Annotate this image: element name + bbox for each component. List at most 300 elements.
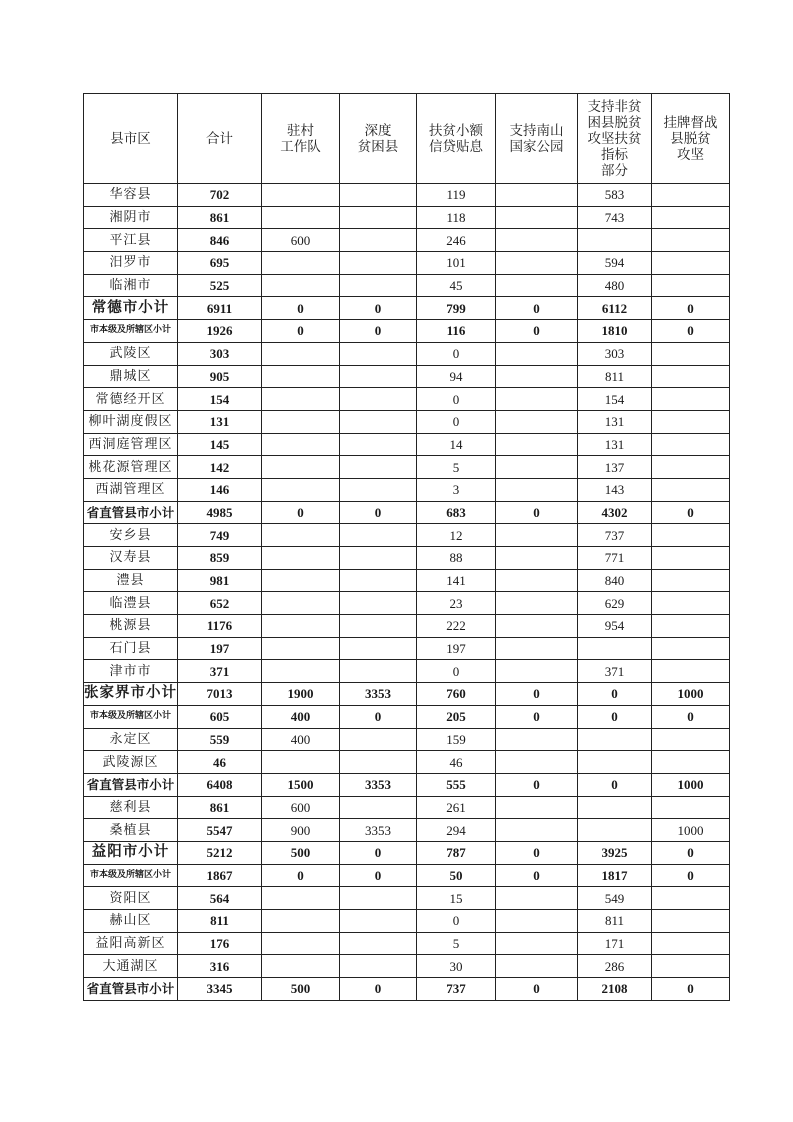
row-label: 益阳市小计 (84, 841, 178, 864)
table-cell: 3353 (340, 819, 417, 842)
table-cell: 811 (578, 365, 652, 388)
table-cell: 0 (496, 978, 578, 1001)
row-label: 鼎城区 (84, 365, 178, 388)
table-cell (652, 206, 730, 229)
table-cell (496, 615, 578, 638)
table-cell (652, 478, 730, 501)
table-cell: 605 (178, 705, 262, 728)
table-cell: 0 (496, 297, 578, 320)
table-cell (496, 388, 578, 411)
table-row (84, 206, 730, 229)
table-cell (262, 478, 340, 501)
table-cell: 594 (578, 252, 652, 275)
table-cell: 15 (417, 887, 496, 910)
row-label: 永定区 (84, 728, 178, 751)
table-cell (340, 660, 417, 683)
table-cell: 0 (417, 660, 496, 683)
funding-table (83, 93, 730, 1001)
row-label: 汉寿县 (84, 547, 178, 570)
table-cell (262, 751, 340, 774)
table-cell: 1817 (578, 864, 652, 887)
table-cell: 142 (178, 456, 262, 479)
table-cell: 737 (417, 978, 496, 1001)
table-cell (262, 410, 340, 433)
table-cell (652, 342, 730, 365)
table-cell (652, 410, 730, 433)
row-label: 张家界市小计 (84, 683, 178, 706)
table-cell (262, 615, 340, 638)
row-label: 平江县 (84, 229, 178, 252)
table-cell: 0 (262, 864, 340, 887)
table-body (84, 184, 730, 1001)
table-row (84, 932, 730, 955)
row-label: 赫山区 (84, 910, 178, 933)
table-cell (652, 932, 730, 955)
table-cell (578, 637, 652, 660)
table-cell: 559 (178, 728, 262, 751)
table-cell: 88 (417, 547, 496, 570)
table-cell: 0 (652, 864, 730, 887)
table-row (84, 660, 730, 683)
table-cell: 119 (417, 184, 496, 207)
table-cell: 154 (578, 388, 652, 411)
table-cell: 176 (178, 932, 262, 955)
table-cell: 50 (417, 864, 496, 887)
table-cell (578, 751, 652, 774)
table-cell: 0 (652, 978, 730, 1001)
table-cell: 0 (262, 320, 340, 343)
table-cell: 0 (340, 864, 417, 887)
table-cell: 0 (496, 501, 578, 524)
subtotal-row (84, 773, 730, 796)
table-cell: 5 (417, 932, 496, 955)
table-cell (340, 252, 417, 275)
table-cell: 846 (178, 229, 262, 252)
table-cell (340, 592, 417, 615)
table-cell (496, 592, 578, 615)
table-cell (262, 932, 340, 955)
table-cell: 131 (578, 410, 652, 433)
table-cell (262, 252, 340, 275)
table-cell (496, 637, 578, 660)
table-cell: 131 (178, 410, 262, 433)
table-cell: 743 (578, 206, 652, 229)
subtotal-row (84, 297, 730, 320)
row-label: 西洞庭管理区 (84, 433, 178, 456)
table-cell (262, 274, 340, 297)
table-cell (262, 524, 340, 547)
table-cell (262, 637, 340, 660)
table-cell (496, 433, 578, 456)
table-cell: 0 (652, 705, 730, 728)
table-cell: 45 (417, 274, 496, 297)
table-cell (652, 388, 730, 411)
table-cell: 749 (178, 524, 262, 547)
row-label: 汨罗市 (84, 252, 178, 275)
row-label: 市本级及所辖区小计 (84, 320, 178, 343)
table-row (84, 388, 730, 411)
table-cell: 549 (578, 887, 652, 910)
table-cell: 0 (496, 841, 578, 864)
row-label: 临湘市 (84, 274, 178, 297)
row-label: 津市市 (84, 660, 178, 683)
table-row (84, 478, 730, 501)
table-cell: 197 (417, 637, 496, 660)
table-cell: 787 (417, 841, 496, 864)
table-cell: 0 (340, 501, 417, 524)
table-cell: 101 (417, 252, 496, 275)
table-cell (496, 410, 578, 433)
table-cell: 1000 (652, 683, 730, 706)
table-cell: 600 (262, 229, 340, 252)
table-cell: 0 (417, 388, 496, 411)
table-cell: 760 (417, 683, 496, 706)
table-cell (496, 796, 578, 819)
table-cell (496, 524, 578, 547)
table-cell: 146 (178, 478, 262, 501)
subtotal-row (84, 683, 730, 706)
table-cell (652, 660, 730, 683)
table-cell (262, 569, 340, 592)
table-cell (340, 456, 417, 479)
row-label: 常德市小计 (84, 297, 178, 320)
table-cell: 137 (578, 456, 652, 479)
table-cell (340, 796, 417, 819)
row-label: 桃花源管理区 (84, 456, 178, 479)
table-cell: 131 (578, 433, 652, 456)
table-cell: 840 (578, 569, 652, 592)
table-cell: 652 (178, 592, 262, 615)
table-cell: 197 (178, 637, 262, 660)
table-cell: 702 (178, 184, 262, 207)
table-cell: 905 (178, 365, 262, 388)
table-cell (652, 955, 730, 978)
subtotal-row (84, 320, 730, 343)
table-cell (496, 229, 578, 252)
table-cell: 6112 (578, 297, 652, 320)
table-cell: 286 (578, 955, 652, 978)
table-cell (496, 751, 578, 774)
header-microcredit: 扶贫小额 信贷贴息 (417, 94, 496, 184)
table-cell: 981 (178, 569, 262, 592)
table-cell: 583 (578, 184, 652, 207)
table-cell: 246 (417, 229, 496, 252)
table-cell (262, 910, 340, 933)
table-cell (652, 796, 730, 819)
table-cell: 861 (178, 206, 262, 229)
table-cell (578, 819, 652, 842)
table-cell: 859 (178, 547, 262, 570)
table-cell (262, 456, 340, 479)
table-cell (652, 569, 730, 592)
table-cell: 303 (578, 342, 652, 365)
table-cell (340, 478, 417, 501)
row-label: 资阳区 (84, 887, 178, 910)
table-cell: 629 (578, 592, 652, 615)
table-cell: 5547 (178, 819, 262, 842)
header-county: 县市区 (84, 94, 178, 184)
row-label: 澧县 (84, 569, 178, 592)
table-cell (652, 184, 730, 207)
table-cell (340, 615, 417, 638)
row-label: 常德经开区 (84, 388, 178, 411)
table-cell (340, 569, 417, 592)
subtotal-row (84, 705, 730, 728)
row-label: 湘阴市 (84, 206, 178, 229)
table-cell (578, 229, 652, 252)
table-row (84, 524, 730, 547)
table-cell (496, 887, 578, 910)
table-row (84, 910, 730, 933)
table-cell (262, 955, 340, 978)
row-label: 桃源县 (84, 615, 178, 638)
table-cell: 1000 (652, 773, 730, 796)
table-cell (340, 184, 417, 207)
table-cell (496, 819, 578, 842)
row-label: 大通湖区 (84, 955, 178, 978)
table-cell (652, 456, 730, 479)
table-cell: 900 (262, 819, 340, 842)
table-row (84, 728, 730, 751)
table-row (84, 229, 730, 252)
table-cell: 0 (496, 705, 578, 728)
table-cell: 116 (417, 320, 496, 343)
table-cell: 159 (417, 728, 496, 751)
row-label: 临澧县 (84, 592, 178, 615)
row-label: 桑植县 (84, 819, 178, 842)
table-cell: 3345 (178, 978, 262, 1001)
table-cell: 0 (496, 864, 578, 887)
table-cell (652, 887, 730, 910)
table-cell (652, 910, 730, 933)
table-cell: 0 (652, 297, 730, 320)
table-cell: 145 (178, 433, 262, 456)
table-cell: 2108 (578, 978, 652, 1001)
table-cell: 1176 (178, 615, 262, 638)
table-cell: 94 (417, 365, 496, 388)
table-cell: 0 (340, 978, 417, 1001)
table-cell: 5212 (178, 841, 262, 864)
table-cell: 371 (178, 660, 262, 683)
table-cell: 316 (178, 955, 262, 978)
row-label: 省直管县市小计 (84, 501, 178, 524)
table-cell (496, 955, 578, 978)
row-label: 益阳高新区 (84, 932, 178, 955)
table-row (84, 365, 730, 388)
table-cell: 154 (178, 388, 262, 411)
subtotal-row (84, 864, 730, 887)
table-cell (340, 955, 417, 978)
table-cell: 1900 (262, 683, 340, 706)
table-cell: 400 (262, 728, 340, 751)
table-cell (652, 592, 730, 615)
header-row (84, 94, 730, 184)
table-row (84, 819, 730, 842)
table-cell (340, 388, 417, 411)
table-cell (652, 615, 730, 638)
table-row (84, 955, 730, 978)
table-cell: 0 (652, 320, 730, 343)
table-cell (340, 410, 417, 433)
table-cell: 0 (340, 297, 417, 320)
table-cell (262, 887, 340, 910)
table-cell: 0 (262, 297, 340, 320)
table-cell (340, 751, 417, 774)
table-cell (652, 751, 730, 774)
table-cell: 500 (262, 978, 340, 1001)
table-cell: 737 (578, 524, 652, 547)
table-cell (578, 796, 652, 819)
table-cell: 7013 (178, 683, 262, 706)
table-row (84, 274, 730, 297)
table-cell: 525 (178, 274, 262, 297)
table-cell: 143 (578, 478, 652, 501)
table-cell (340, 342, 417, 365)
table-cell (340, 637, 417, 660)
table-cell: 30 (417, 955, 496, 978)
table-cell (340, 728, 417, 751)
table-cell (496, 252, 578, 275)
table-cell (496, 365, 578, 388)
table-row (84, 796, 730, 819)
table-cell (262, 592, 340, 615)
table-cell: 0 (652, 501, 730, 524)
table-row (84, 569, 730, 592)
table-cell: 1000 (652, 819, 730, 842)
table-cell: 683 (417, 501, 496, 524)
table-cell: 0 (578, 705, 652, 728)
header-village-team: 驻村 工作队 (262, 94, 340, 184)
table-cell (262, 184, 340, 207)
table-cell (340, 274, 417, 297)
table-cell (340, 932, 417, 955)
header-total: 合计 (178, 94, 262, 184)
table-cell: 0 (262, 501, 340, 524)
table-cell: 500 (262, 841, 340, 864)
table-cell: 303 (178, 342, 262, 365)
table-cell: 46 (178, 751, 262, 774)
table-cell: 1810 (578, 320, 652, 343)
table-cell (652, 637, 730, 660)
table-cell: 205 (417, 705, 496, 728)
row-label: 省直管县市小计 (84, 978, 178, 1001)
table-cell: 3925 (578, 841, 652, 864)
table-cell: 811 (578, 910, 652, 933)
table-cell: 954 (578, 615, 652, 638)
table-row (84, 433, 730, 456)
table-cell: 480 (578, 274, 652, 297)
table-cell: 0 (496, 320, 578, 343)
table-cell (652, 433, 730, 456)
table-cell (652, 728, 730, 751)
table-row (84, 547, 730, 570)
header-supervised-county: 挂牌督战 县脱贫 攻坚 (652, 94, 730, 184)
row-label: 省直管县市小计 (84, 773, 178, 796)
row-label: 安乡县 (84, 524, 178, 547)
table-cell: 1500 (262, 773, 340, 796)
table-cell: 371 (578, 660, 652, 683)
table-cell: 46 (417, 751, 496, 774)
table-cell: 4302 (578, 501, 652, 524)
table-cell: 14 (417, 433, 496, 456)
row-label: 柳叶湖度假区 (84, 410, 178, 433)
table-cell: 0 (578, 773, 652, 796)
table-row (84, 252, 730, 275)
row-label: 西湖管理区 (84, 478, 178, 501)
table-cell: 261 (417, 796, 496, 819)
table-cell (262, 206, 340, 229)
table-cell: 171 (578, 932, 652, 955)
row-label: 华容县 (84, 184, 178, 207)
table-cell: 0 (340, 705, 417, 728)
table-cell (262, 433, 340, 456)
table-cell: 12 (417, 524, 496, 547)
table-cell: 0 (652, 841, 730, 864)
table-cell: 0 (578, 683, 652, 706)
table-cell: 400 (262, 705, 340, 728)
table-cell: 799 (417, 297, 496, 320)
table-cell: 0 (496, 773, 578, 796)
table-row (84, 592, 730, 615)
table-row (84, 637, 730, 660)
table-cell (262, 365, 340, 388)
header-deep-poverty: 深度 贫困县 (340, 94, 417, 184)
table-cell: 6911 (178, 297, 262, 320)
row-label: 慈利县 (84, 796, 178, 819)
table-cell (496, 569, 578, 592)
table-row (84, 887, 730, 910)
table-cell: 0 (340, 320, 417, 343)
table-cell: 222 (417, 615, 496, 638)
table-row (84, 184, 730, 207)
table-cell (652, 229, 730, 252)
table-cell: 1926 (178, 320, 262, 343)
table-cell (496, 206, 578, 229)
table-row (84, 342, 730, 365)
table-cell (262, 388, 340, 411)
header-non-poor-support: 支持非贫 困县脱贫 攻坚扶贫 指标 部分 (578, 94, 652, 184)
table-cell: 0 (496, 683, 578, 706)
table-cell (496, 456, 578, 479)
header-nanshan-park: 支持南山 国家公园 (496, 94, 578, 184)
table-cell: 0 (417, 410, 496, 433)
table-cell (496, 184, 578, 207)
table-cell (496, 547, 578, 570)
table-cell (496, 342, 578, 365)
table-cell (496, 478, 578, 501)
table-cell (496, 274, 578, 297)
table-cell (340, 206, 417, 229)
table-cell: 564 (178, 887, 262, 910)
table-cell: 695 (178, 252, 262, 275)
table-cell (262, 547, 340, 570)
table-row (84, 410, 730, 433)
table-cell: 600 (262, 796, 340, 819)
table-cell (496, 932, 578, 955)
table-cell (496, 728, 578, 751)
table-cell (496, 910, 578, 933)
table-cell: 5 (417, 456, 496, 479)
subtotal-row (84, 841, 730, 864)
row-label: 武陵区 (84, 342, 178, 365)
table-cell: 23 (417, 592, 496, 615)
table-cell: 0 (417, 342, 496, 365)
table-cell (340, 887, 417, 910)
subtotal-row (84, 978, 730, 1001)
table-cell (340, 910, 417, 933)
table-row (84, 751, 730, 774)
table-cell: 771 (578, 547, 652, 570)
